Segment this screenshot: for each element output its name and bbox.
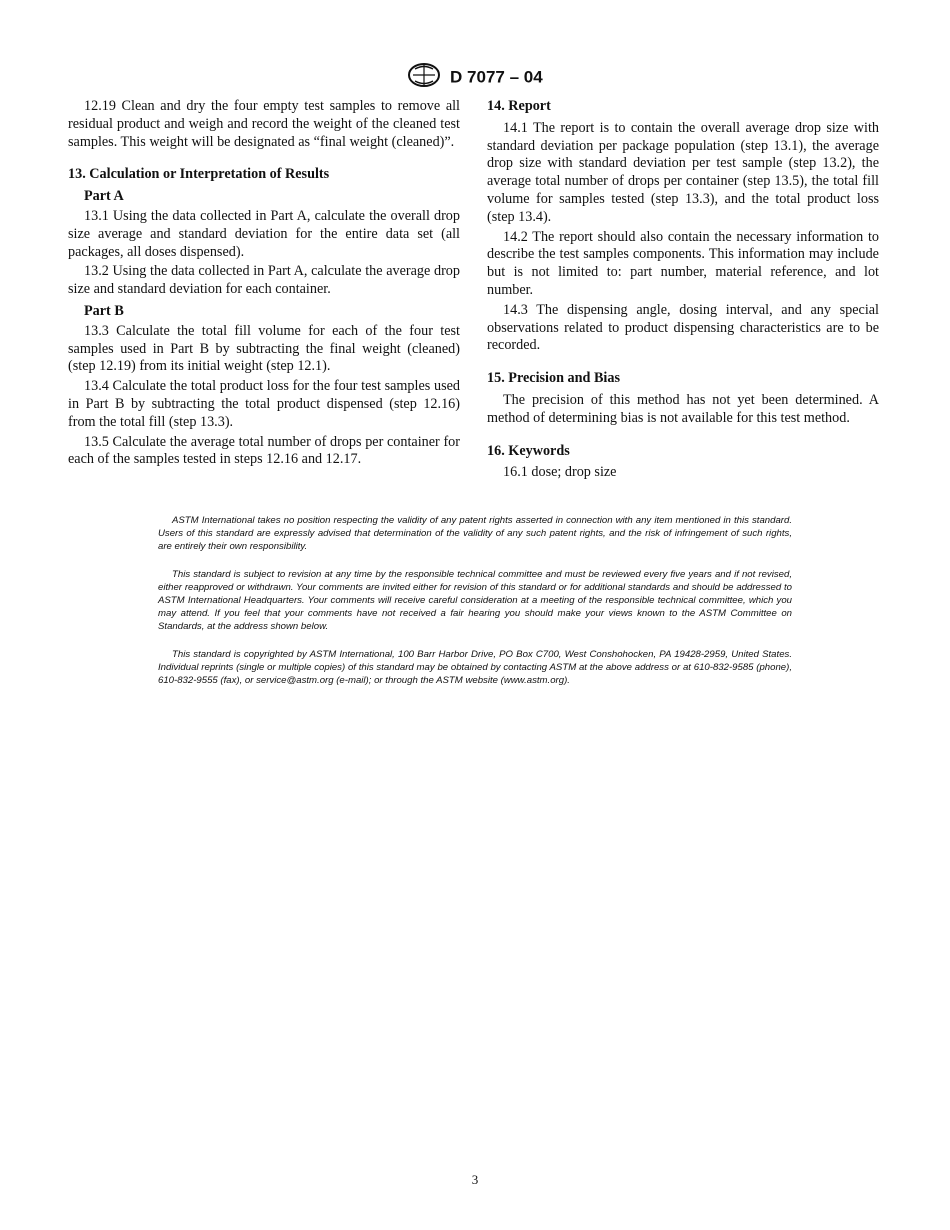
part-b-heading: Part B xyxy=(84,302,124,319)
copyright-notice: This standard is copyrighted by ASTM International, 100 Barr Harbor Drive, PO Box C700, West Conshohocken, PA 19428-2959, United States. Individual reprints (single or multiple copies) of this standard may be obtained by contacting ASTM at the above address or at 610-832-9585 (phone), 610-832-9555 (fax), or service@astm.org (e-mail); or through the ASTM website (www.astm.org). xyxy=(158,648,792,687)
paragraph-12-19: 12.19 Clean and dry the four empty test samples to remove all residual product and weigh and record the weight of the cleaned test samples. This weight will be designated as “final weight (cleaned)”. xyxy=(68,98,460,150)
paragraph-13-5: 13.5 Calculate the average total number of drops per container for each of the samples tested in steps 12.16 and 12.17. xyxy=(68,433,460,468)
section-13-heading: 13. Calculation or Interpretation of Results xyxy=(68,166,330,183)
paragraph-13-3: 13.3 Calculate the total fill volume for each of the four test samples used in Part B by subtracting the final weight (cleaned) (step 12.19) from its initial weight (step 12.1). xyxy=(68,322,460,375)
paragraph-16-1: 16.1 dose; drop size xyxy=(503,464,617,481)
page-number: 3 xyxy=(471,1172,479,1187)
paragraph-14-1: 14.1 The report is to contain the overall average drop size with standard deviation per package population (step 13.1), the average drop size with standard deviation per test sample (step 13.2), the average total number of drops per container (step 13.5), the total fill volume for samples tested (step 13.3), and the total product loss (step 13.4). xyxy=(487,119,879,225)
part-a-heading: Part A xyxy=(84,188,124,205)
right-column xyxy=(487,98,879,484)
paragraph-15: The precision of this method has not yet been determined. A method of determining bias is not available for this test method. xyxy=(487,391,879,426)
left-column xyxy=(68,98,460,471)
paragraph-14-2: 14.2 The report should also contain the necessary information to describe the test samples components. This information may include but is not limited to: part number, material reference, and lot number. xyxy=(487,228,879,298)
legal-notices xyxy=(158,514,792,701)
section-14-heading: 14. Report xyxy=(487,98,551,114)
page-header xyxy=(0,62,950,93)
paragraph-13-1: 13.1 Using the data collected in Part A, calculate the overall drop size average and standard deviation for the entire data set (all packages, all doses dispensed). xyxy=(68,207,460,260)
paragraph-13-4: 13.4 Calculate the total product loss for the four test samples used in Part B by subtracting the total product dispensed (step 12.16) from the total fill (step 13.3). xyxy=(68,378,460,430)
paragraph-14-3: 14.3 The dispensing angle, dosing interval, and any special observations related to product dispensing characteristics are to be recorded. xyxy=(487,301,879,354)
patent-notice: ASTM International takes no position respecting the validity of any patent rights asserted in connection with any item mentioned in this standard. Users of this standard are expressly advised that determination of the validity of any such patent rights, and the risk of infringement of such rights, are entirely their own responsibility. xyxy=(158,515,792,553)
revision-notice: This standard is subject to revision at any time by the responsible technical committee and must be reviewed every five years and if not revised, either reapproved or withdrawn. Your comments are invited either for revision of this standard or for additional standards and should be addressed to ASTM International Headquarters. Your comments will receive careful consideration at a meeting of the responsible technical committee, which you may attend. If you feel that your comments have not received a fair hearing you should make your views known to the ASTM Committee on Standards, at the address shown below. xyxy=(158,568,792,633)
section-16-heading: 16. Keywords xyxy=(487,442,570,459)
document-designation: D 7077 – 04 xyxy=(450,67,543,87)
paragraph-13-2: 13.2 Using the data collected in Part A, calculate the average drop size and standard deviation for each container. xyxy=(68,263,460,298)
section-15-heading: 15. Precision and Bias xyxy=(487,370,620,387)
astm-logo-icon xyxy=(407,62,441,93)
